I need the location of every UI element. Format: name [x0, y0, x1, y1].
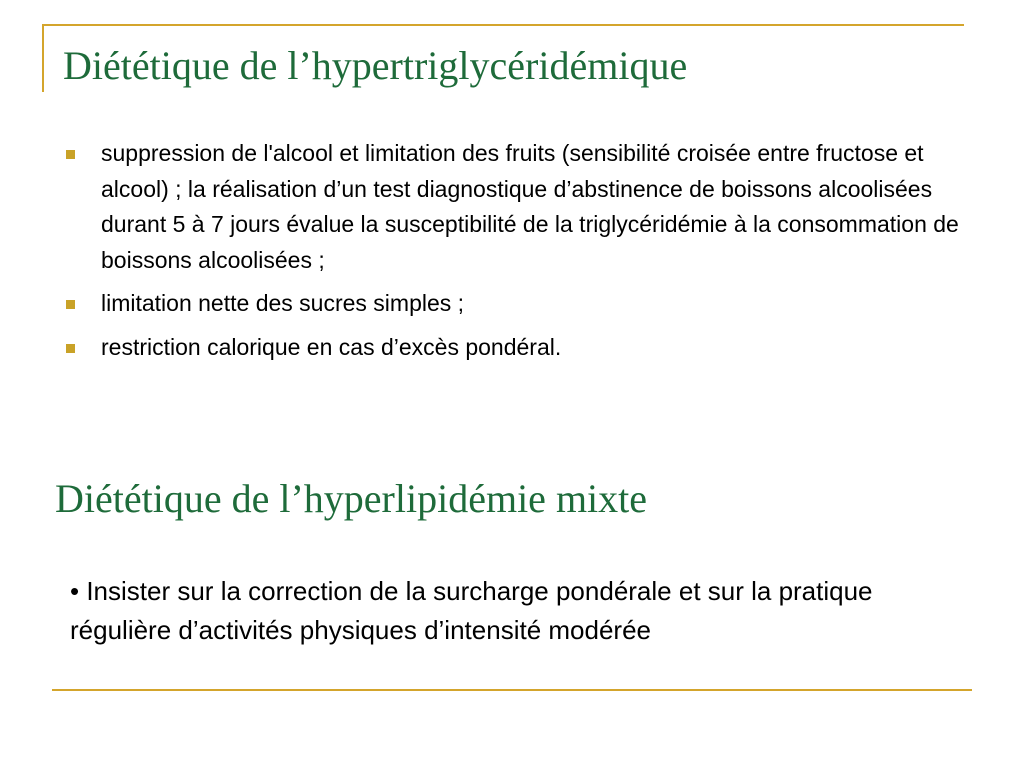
section2-text: • Insister sur la correction de la surcharge pondérale et sur la pratique régulière d’activités physiques d’intensité modérée — [70, 576, 873, 645]
bottom-accent-line — [52, 689, 972, 691]
section1-bullet-list — [64, 136, 974, 373]
bullet-item — [64, 136, 974, 278]
square-bullet-icon — [66, 150, 75, 159]
section2-title: Diététique de l’hyperlipidémie mixte — [55, 476, 648, 521]
bullet-text: suppression de l'alcool et limitation des fruits (sensibilité croisée entre fructose et alcool) ; la réalisation d’un test diagnostique d’abstinence de boissons alcoolisées durant 5 à 7 jours évalue la susceptibilité de la triglycéridémie à la consommation de boissons alcoolisées ; — [101, 140, 959, 273]
top-accent-line — [42, 24, 964, 26]
bullet-item — [64, 286, 974, 322]
square-bullet-icon — [66, 300, 75, 309]
bullet-text: restriction calorique en cas d’excès pondéral. — [101, 333, 562, 360]
bullet-item — [64, 330, 974, 366]
square-bullet-icon — [66, 344, 75, 353]
section1-title: Diététique de l’hypertriglycéridémique — [63, 43, 688, 88]
left-accent-line — [42, 24, 44, 92]
bullet-text: limitation nette des sucres simples ; — [101, 290, 465, 316]
